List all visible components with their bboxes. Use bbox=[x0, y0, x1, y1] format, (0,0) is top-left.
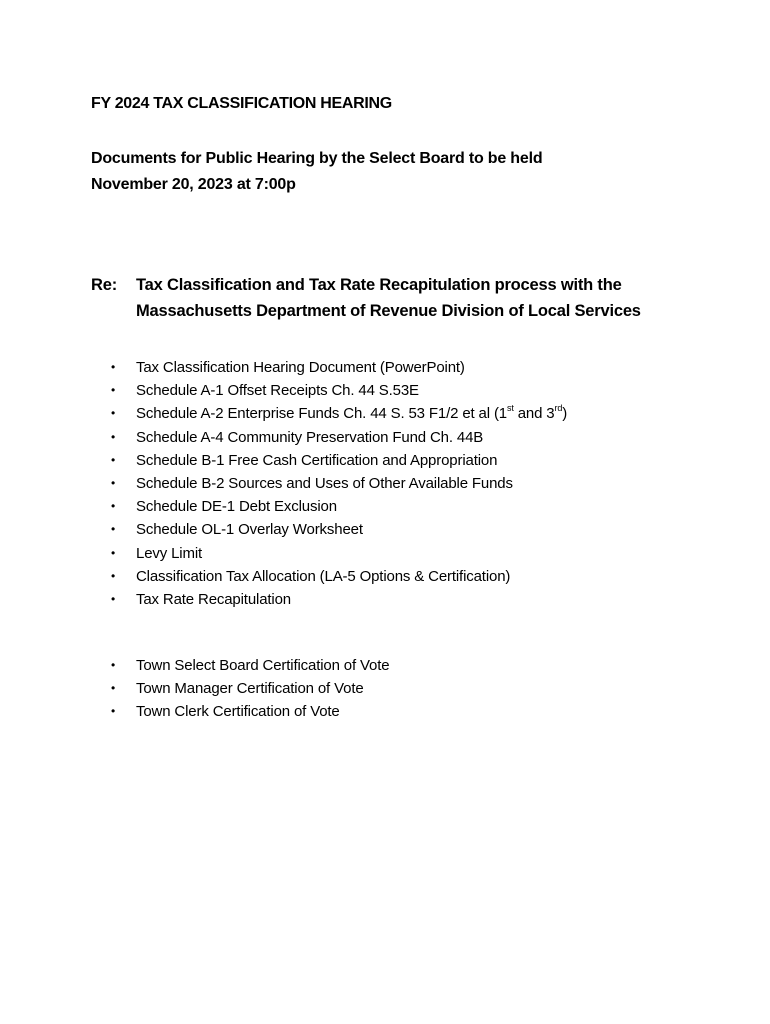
list-item-text: Schedule OL-1 Overlay Worksheet bbox=[136, 521, 363, 539]
bullet-icon: • bbox=[111, 429, 116, 444]
list-item bbox=[108, 426, 567, 449]
list-item bbox=[108, 677, 389, 700]
re-label: Re: bbox=[91, 276, 117, 294]
list-item bbox=[108, 356, 567, 379]
superscript-st: st bbox=[506, 403, 514, 414]
list-item bbox=[108, 654, 389, 677]
re-line-1: Tax Classification and Tax Rate Recapitulation process with the bbox=[136, 276, 622, 294]
list-item-text-end: ) bbox=[562, 405, 568, 423]
list-item-text: Schedule A-4 Community Preservation Fund Ch. 44B bbox=[136, 428, 484, 446]
list-item-text: Town Clerk Certification of Vote bbox=[136, 703, 340, 721]
bullet-icon: • bbox=[111, 658, 116, 672]
superscript-rd: rd bbox=[554, 403, 563, 414]
list-item-text: Levy Limit bbox=[136, 544, 203, 562]
list-item bbox=[108, 449, 567, 472]
bullet-icon: • bbox=[111, 681, 116, 696]
bullet-icon: • bbox=[111, 383, 116, 398]
list-item-text-mid: and 3 bbox=[513, 405, 555, 423]
bullet-icon: • bbox=[111, 704, 116, 719]
list-item-text: Tax Rate Recapitulation bbox=[136, 591, 291, 609]
list-item-text: Schedule A-1 Offset Receipts Ch. 44 S.53E bbox=[136, 382, 419, 400]
list-item bbox=[108, 518, 567, 541]
bullet-icon: • bbox=[111, 360, 116, 374]
bullet-icon: • bbox=[111, 522, 116, 537]
list-item bbox=[108, 379, 567, 402]
bullet-icon: • bbox=[111, 592, 116, 607]
schedules-list bbox=[108, 356, 567, 611]
bullet-icon: • bbox=[111, 476, 116, 491]
re-line-2: Massachusetts Department of Revenue Division of Local Services bbox=[136, 302, 641, 320]
bullet-icon: • bbox=[111, 406, 116, 421]
subtitle-line-2: November 20, 2023 at 7:00p bbox=[91, 176, 296, 193]
certifications-list bbox=[108, 654, 389, 724]
list-item bbox=[108, 700, 389, 723]
subtitle-line-1: Documents for Public Hearing by the Select Board to be held bbox=[91, 150, 543, 167]
list-item-text: Tax Classification Hearing Document (PowerPoint) bbox=[136, 359, 465, 376]
document-title: FY 2024 TAX CLASSIFICATION HEARING bbox=[91, 95, 392, 112]
list-item-text: Town Manager Certification of Vote bbox=[136, 680, 364, 698]
document-subtitle bbox=[91, 146, 542, 198]
list-item bbox=[108, 565, 567, 588]
bullet-icon: • bbox=[111, 545, 116, 560]
list-item-text: Schedule DE-1 Debt Exclusion bbox=[136, 498, 337, 516]
list-item bbox=[108, 542, 567, 565]
list-item-text: Schedule B-1 Free Cash Certification and Appropriation bbox=[136, 451, 498, 469]
list-item bbox=[108, 588, 567, 611]
re-text bbox=[136, 272, 641, 324]
list-item-text: Town Select Board Certification of Vote bbox=[136, 657, 390, 674]
bullet-icon: • bbox=[111, 568, 116, 583]
list-item bbox=[108, 472, 567, 495]
list-item-text: Schedule A-2 Enterprise Funds Ch. 44 S. 53 F1/2 et al (1 bbox=[136, 405, 507, 423]
bullet-icon: • bbox=[111, 499, 116, 514]
list-item-text: Schedule B-2 Sources and Uses of Other Available Funds bbox=[136, 475, 513, 493]
bullet-icon: • bbox=[111, 452, 116, 467]
list-item bbox=[108, 402, 567, 425]
list-item-text: Classification Tax Allocation (LA-5 Options & Certification) bbox=[136, 567, 511, 585]
list-item bbox=[108, 495, 567, 518]
